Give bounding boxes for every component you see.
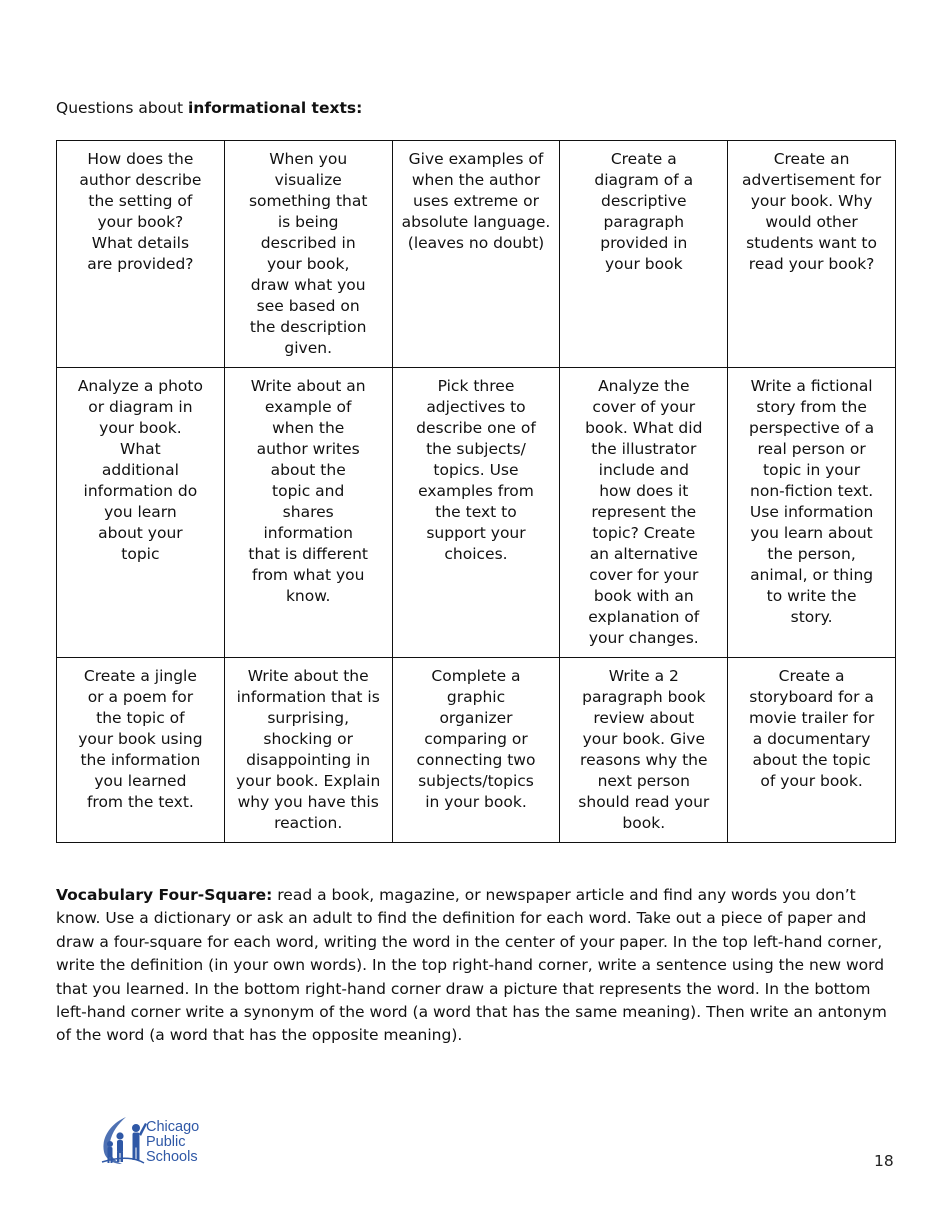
grid-cell: Analyze the cover of your book. What did the illustrator include and how does it represent the topic? Create an alternative cover for your book with an explanation of your changes. bbox=[560, 368, 728, 658]
grid-cell: Create a diagram of a descriptive paragraph provided in your book bbox=[560, 141, 728, 368]
section-intro bbox=[56, 98, 362, 118]
vocab-body: read a book, magazine, or newspaper article and find any words you don’t know. Use a dictionary or ask an adult to find the definition for each word. Take out a piece of paper and draw a four-square for each word, writing the word in the center of your paper. In the top left-hand corner, write the definition (in your own words). In the top right-hand corner, write a sentence using the new word that you learned. In the bottom right-hand corner draw a picture that represents the word. In the bottom left-hand corner write a synonym of the word (a word that has the same meaning). Then write an antonym of the word (a word that has the opposite meaning). bbox=[56, 886, 887, 1045]
grid-cell: Give examples of when the author uses extreme or absolute language. (leaves no doubt) bbox=[392, 141, 560, 368]
grid-cell: Create a jingle or a poem for the topic of your book using the information you learned from the text. bbox=[57, 658, 225, 843]
vocab-heading: Vocabulary Four-Square: bbox=[56, 886, 273, 904]
grid-cell: How does the author describe the setting of your book? What details are provided? bbox=[57, 141, 225, 368]
grid-cell: Write about the information that is surprising, shocking or disappointing in your book. Explain why you have this reaction. bbox=[224, 658, 392, 843]
grid-cell: When you visualize something that is being described in your book, draw what you see based on the description given. bbox=[224, 141, 392, 368]
grid-row bbox=[57, 141, 896, 368]
intro-bold: informational texts: bbox=[187, 99, 363, 117]
logo-line: Public bbox=[146, 1134, 186, 1150]
page-number: 18 bbox=[874, 1152, 894, 1170]
grid-cell: Create an advertisement for your book. Why would other students want to read your book? bbox=[728, 141, 896, 368]
grid-cell: Create a storyboard for a movie trailer for a documentary about the topic of your book. bbox=[728, 658, 896, 843]
logo-line: Schools bbox=[146, 1149, 198, 1165]
grid-cell: Write a fictional story from the perspective of a real person or topic in your non-fiction text. Use information you learn about the person, animal, or thing to write the story. bbox=[728, 368, 896, 658]
grid-row bbox=[57, 368, 896, 658]
grid-cell: Write a 2 paragraph book review about your book. Give reasons why the next person should read your book. bbox=[560, 658, 728, 843]
grid-cell: Analyze a photo or diagram in your book. What additional information do you learn about your topic bbox=[57, 368, 225, 658]
logo-line: Chicago bbox=[146, 1119, 200, 1135]
grid-cell: Pick three adjectives to describe one of the subjects/ topics. Use examples from the text to support your choices. bbox=[392, 368, 560, 658]
grid-cell: Complete a graphic organizer comparing or connecting two subjects/topics in your book. bbox=[392, 658, 560, 843]
activity-grid bbox=[56, 140, 896, 843]
grid-cell: Write about an example of when the author writes about the topic and shares information that is different from what you know. bbox=[224, 368, 392, 658]
intro-prefix: Questions about bbox=[56, 99, 188, 117]
grid-row bbox=[57, 658, 896, 843]
logo-wordmark bbox=[146, 1120, 199, 1165]
vocabulary-four-square-paragraph bbox=[56, 884, 896, 1048]
